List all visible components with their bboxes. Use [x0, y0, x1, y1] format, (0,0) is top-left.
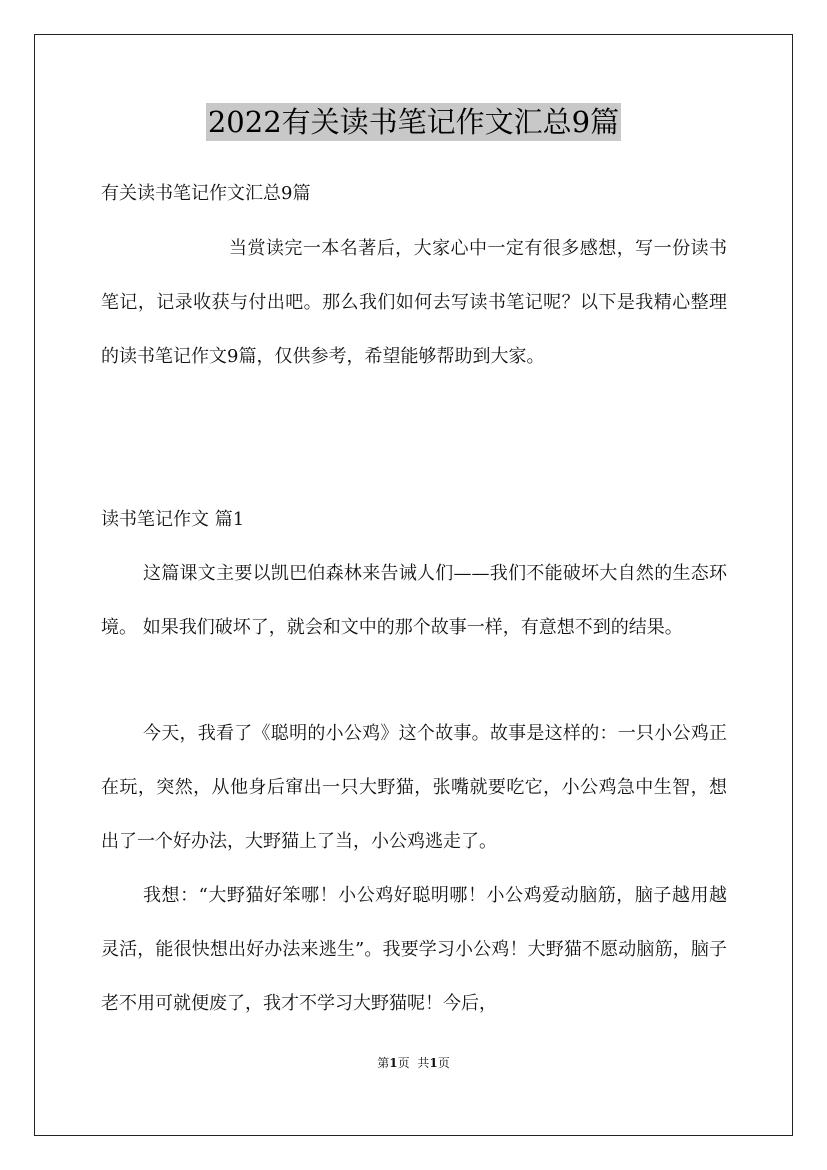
body-paragraph-2: 今天，我看了《聪明的小公鸡》这个故事。故事是这样的：一只小公鸡正在玩，突然，从他身后窜出一只大野猫，张嘴就要吃它，小公鸡急中生智，想出了一个好办法，大野猫上了当，小公鸡逃走了。 [101, 723, 727, 852]
document-title: 2022有关读书笔记作文汇总9篇 [207, 105, 620, 139]
footer-page-suffix: 页 [397, 1056, 410, 1070]
footer-total-prefix: 共 [417, 1056, 430, 1070]
body-paragraph-1: 这篇课文主要以凯巴伯森林来告诫人们——我们不能破坏大自然的生态环境。 如果我们破坏了，就会和文中的那个故事一样，有意想不到的结果。 [101, 563, 727, 638]
page-footer [0, 1055, 827, 1071]
body-paragraph-3: 我想：“大野猫好笨哪！小公鸡好聪明哪！小公鸡爱动脑筋，脑子越用越灵活，能很快想出好办法来逃生”。我要学习小公鸡！大野猫不愿动脑筋，脑子老不用可就便废了，我才不学习大野猫呢！今后， [101, 885, 727, 1014]
section-heading: 读书笔记作文 篇1 [101, 509, 245, 530]
footer-total-number: 1 [429, 1056, 438, 1070]
intro-paragraph: 当赏读完一本名著后，大家心中一定有很多感想，写一份读书笔记，记录收获与付出吧。那么我们如何去写读书笔记呢？以下是我精心整理的读书笔记作文9篇，仅供参考，希望能够帮助到大家。 [101, 238, 727, 367]
document-subtitle: 有关读书笔记作文汇总9篇 [101, 183, 311, 204]
footer-page-prefix: 第 [377, 1056, 390, 1070]
footer-total-suffix: 页 [437, 1056, 450, 1070]
footer-page-number: 1 [389, 1056, 398, 1070]
title-wrap [0, 103, 827, 141]
